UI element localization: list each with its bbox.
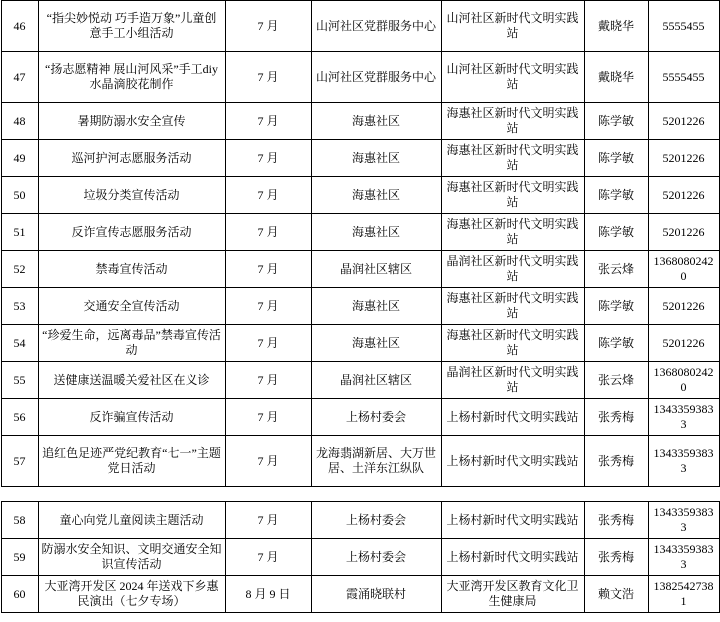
table-row xyxy=(1,103,719,140)
cell-activity-place: 海惠社区 xyxy=(311,140,441,177)
cell-host-unit: 海惠社区新时代文明实践站 xyxy=(441,103,584,140)
cell-no: 59 xyxy=(1,539,38,576)
cell-activity-time: 7 月 xyxy=(225,214,311,251)
cell-no: 50 xyxy=(1,177,38,214)
cell-contact-phone: 5201226 xyxy=(648,288,719,325)
cell-host-unit: 海惠社区新时代文明实践站 xyxy=(441,177,584,214)
cell-host-unit: 大亚湾开发区教育文化卫生健康局 xyxy=(441,576,584,613)
cell-activity-name: 禁毒宣传活动 xyxy=(38,251,225,288)
cell-activity-name: 童心向党儿童阅读主题活动 xyxy=(38,502,225,539)
table-row xyxy=(1,288,719,325)
cell-contact-phone: 13433593833 xyxy=(648,502,719,539)
cell-host-unit: 晶润社区新时代文明实践站 xyxy=(441,362,584,399)
cell-contact-person: 赖文浩 xyxy=(584,576,648,613)
cell-activity-place: 上杨村委会 xyxy=(311,539,441,576)
cell-activity-time: 7 月 xyxy=(225,140,311,177)
cell-activity-place: 海惠社区 xyxy=(311,214,441,251)
cell-contact-person: 张云烽 xyxy=(584,251,648,288)
table-row xyxy=(1,576,719,613)
cell-contact-phone: 13680802420 xyxy=(648,362,719,399)
cell-contact-phone: 5201226 xyxy=(648,140,719,177)
activity-table-part-2 xyxy=(1,501,720,613)
cell-activity-place: 晶润社区辖区 xyxy=(311,251,441,288)
cell-contact-phone: 5555455 xyxy=(648,52,719,103)
cell-activity-place: 海惠社区 xyxy=(311,177,441,214)
cell-activity-time: 7 月 xyxy=(225,288,311,325)
cell-activity-time: 7 月 xyxy=(225,103,311,140)
cell-activity-name: “扬志愿精神 展山河风采”手工diy 水晶滴胶花制作 xyxy=(38,52,225,103)
cell-contact-person: 陈学敏 xyxy=(584,140,648,177)
cell-activity-time: 7 月 xyxy=(225,362,311,399)
table-row xyxy=(1,251,719,288)
cell-activity-name: 追红色足迹严党纪教育“七一”主题党日活动 xyxy=(38,436,225,487)
cell-activity-name: “指尖妙悦动 巧手造万象”儿童创意手工小组活动 xyxy=(38,1,225,52)
table-body-part-2 xyxy=(1,502,719,613)
cell-contact-person: 陈学敏 xyxy=(584,103,648,140)
cell-contact-person: 张秀梅 xyxy=(584,502,648,539)
cell-activity-time: 7 月 xyxy=(225,325,311,362)
cell-activity-place: 霞涌晓联村 xyxy=(311,576,441,613)
cell-no: 56 xyxy=(1,399,38,436)
cell-contact-phone: 13825427381 xyxy=(648,576,719,613)
cell-host-unit: 海惠社区新时代文明实践站 xyxy=(441,140,584,177)
cell-host-unit: 海惠社区新时代文明实践站 xyxy=(441,214,584,251)
table-row xyxy=(1,1,719,52)
table-row xyxy=(1,362,719,399)
cell-contact-person: 陈学敏 xyxy=(584,214,648,251)
cell-activity-place: 上杨村委会 xyxy=(311,399,441,436)
cell-host-unit: 上杨村新时代文明实践站 xyxy=(441,399,584,436)
cell-contact-phone: 13680802420 xyxy=(648,251,719,288)
table-row xyxy=(1,52,719,103)
cell-activity-time: 7 月 xyxy=(225,436,311,487)
cell-contact-phone: 13433593833 xyxy=(648,399,719,436)
cell-contact-person: 戴晓华 xyxy=(584,52,648,103)
cell-host-unit: 山河社区新时代文明实践站 xyxy=(441,1,584,52)
cell-activity-time: 7 月 xyxy=(225,1,311,52)
cell-activity-time: 7 月 xyxy=(225,177,311,214)
page-break-gap xyxy=(0,487,720,501)
cell-no: 54 xyxy=(1,325,38,362)
cell-contact-person: 张秀梅 xyxy=(584,399,648,436)
cell-activity-place: 海惠社区 xyxy=(311,103,441,140)
cell-activity-name: “珍爱生命，远离毒品”禁毒宣传活动 xyxy=(38,325,225,362)
cell-activity-time: 7 月 xyxy=(225,251,311,288)
cell-host-unit: 海惠社区新时代文明实践站 xyxy=(441,288,584,325)
cell-activity-time: 7 月 xyxy=(225,539,311,576)
cell-activity-name: 垃圾分类宣传活动 xyxy=(38,177,225,214)
cell-no: 52 xyxy=(1,251,38,288)
table-row xyxy=(1,539,719,576)
table-body-part-1 xyxy=(1,1,719,487)
cell-activity-name: 交通安全宣传活动 xyxy=(38,288,225,325)
cell-no: 48 xyxy=(1,103,38,140)
cell-host-unit: 上杨村新时代文明实践站 xyxy=(441,539,584,576)
cell-activity-name: 反诈骗宣传活动 xyxy=(38,399,225,436)
cell-contact-phone: 5201226 xyxy=(648,214,719,251)
cell-activity-name: 送健康送温暖关爱社区在义诊 xyxy=(38,362,225,399)
cell-contact-person: 陈学敏 xyxy=(584,325,648,362)
cell-activity-place: 山河社区党群服务中心 xyxy=(311,1,441,52)
table-row xyxy=(1,325,719,362)
cell-activity-name: 防溺水安全知识、文明交通安全知识宣传活动 xyxy=(38,539,225,576)
table-row xyxy=(1,502,719,539)
cell-activity-place: 龙海翡湖新居、大万世居、土洋东江纵队 xyxy=(311,436,441,487)
cell-contact-phone: 5201226 xyxy=(648,103,719,140)
cell-contact-person: 戴晓华 xyxy=(584,1,648,52)
cell-activity-time: 7 月 xyxy=(225,399,311,436)
cell-host-unit: 山河社区新时代文明实践站 xyxy=(441,52,584,103)
cell-no: 51 xyxy=(1,214,38,251)
cell-contact-person: 陈学敏 xyxy=(584,288,648,325)
cell-activity-time: 8 月 9 日 xyxy=(225,576,311,613)
cell-contact-phone: 5555455 xyxy=(648,1,719,52)
cell-contact-person: 张秀梅 xyxy=(584,539,648,576)
cell-contact-person: 陈学敏 xyxy=(584,177,648,214)
cell-no: 49 xyxy=(1,140,38,177)
table-row xyxy=(1,177,719,214)
cell-contact-person: 张秀梅 xyxy=(584,436,648,487)
cell-activity-time: 7 月 xyxy=(225,502,311,539)
cell-no: 60 xyxy=(1,576,38,613)
cell-activity-place: 海惠社区 xyxy=(311,288,441,325)
cell-activity-name: 巡河护河志愿服务活动 xyxy=(38,140,225,177)
cell-activity-name: 反诈宣传志愿服务活动 xyxy=(38,214,225,251)
activity-table-part-1 xyxy=(1,0,720,487)
cell-activity-time: 7 月 xyxy=(225,52,311,103)
cell-activity-place: 晶润社区辖区 xyxy=(311,362,441,399)
cell-contact-phone: 5201226 xyxy=(648,177,719,214)
table-row xyxy=(1,140,719,177)
cell-no: 57 xyxy=(1,436,38,487)
cell-activity-place: 上杨村委会 xyxy=(311,502,441,539)
cell-host-unit: 海惠社区新时代文明实践站 xyxy=(441,325,584,362)
cell-no: 58 xyxy=(1,502,38,539)
cell-host-unit: 晶润社区新时代文明实践站 xyxy=(441,251,584,288)
cell-host-unit: 上杨村新时代文明实践站 xyxy=(441,502,584,539)
table-row xyxy=(1,214,719,251)
cell-contact-person: 张云烽 xyxy=(584,362,648,399)
cell-contact-phone: 13433593833 xyxy=(648,539,719,576)
cell-no: 46 xyxy=(1,1,38,52)
cell-no: 55 xyxy=(1,362,38,399)
cell-no: 53 xyxy=(1,288,38,325)
cell-no: 47 xyxy=(1,52,38,103)
cell-host-unit: 上杨村新时代文明实践站 xyxy=(441,436,584,487)
cell-contact-phone: 13433593833 xyxy=(648,436,719,487)
cell-contact-phone: 5201226 xyxy=(648,325,719,362)
cell-activity-place: 山河社区党群服务中心 xyxy=(311,52,441,103)
cell-activity-place: 海惠社区 xyxy=(311,325,441,362)
table-row xyxy=(1,399,719,436)
cell-activity-name: 大亚湾开发区 2024 年送戏下乡惠民演出（七夕专场） xyxy=(38,576,225,613)
cell-activity-name: 暑期防溺水安全宣传 xyxy=(38,103,225,140)
table-row xyxy=(1,436,719,487)
